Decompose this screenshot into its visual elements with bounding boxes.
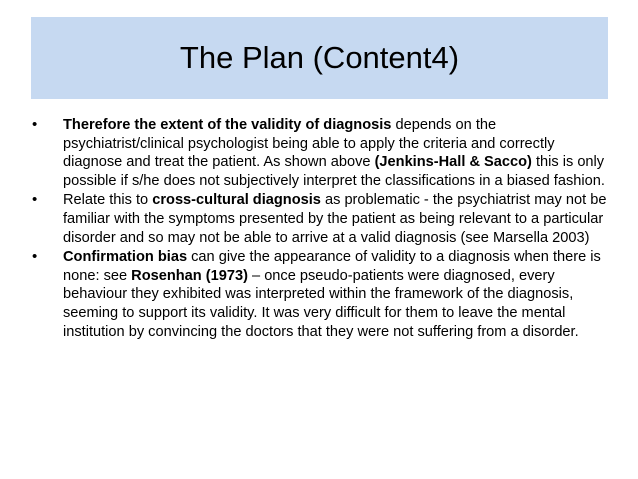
bullet-glyph-3: • <box>32 248 38 266</box>
bullet-list <box>30 116 610 342</box>
bold-phrase: (Jenkins-Hall & Sacco) <box>374 154 532 171</box>
bullet-item-1 <box>30 116 610 190</box>
bullet-glyph-1: • <box>32 116 38 133</box>
bullet-text-2 <box>63 191 610 247</box>
bullet-item-3 <box>30 248 610 341</box>
bullet-text-1 <box>63 116 610 190</box>
slide-title: The Plan (Content4) <box>179 40 460 75</box>
title-band <box>31 17 608 99</box>
bullet-text-3 <box>63 248 610 341</box>
text-run: – once pseudo-patients were diagnosed, every behaviour they exhibited was interpreted within the framework of the diagnosis, seeming to support its validity. It was very difficult for them to leave the mental institution by convincing the doctors that they were not suffering from a disorder. <box>63 267 579 340</box>
text-run: this is only possible if s/he does not subjectively interpret the classifications in a biased fashion. <box>63 154 605 189</box>
bold-phrase: Rosenhan (1973) <box>131 267 248 284</box>
bold-phrase: Confirmation bias <box>63 249 188 266</box>
bold-phrase: cross-cultural diagnosis <box>152 192 321 209</box>
text-run: can give the appearance of validity to a diagnosis when there is none: see <box>63 249 601 284</box>
bold-phrase: Therefore the extent of the validity of diagnosis <box>63 117 392 133</box>
text-run: depends on the psychiatrist/clinical psychologist being able to apply the criteria and correctly diagnose and treat the patient. As shown above <box>63 117 555 171</box>
bullet-item-2 <box>30 191 610 247</box>
text-run: Relate this to <box>63 192 153 209</box>
text-run: as problematic - the psychiatrist may not be familiar with the symptoms presented by the patient as being relevant to a particular disorder and so may not be able to arrive at a valid diagnosis (see Marsella 2003) <box>63 192 607 246</box>
bullet-glyph-2: • <box>32 191 38 209</box>
